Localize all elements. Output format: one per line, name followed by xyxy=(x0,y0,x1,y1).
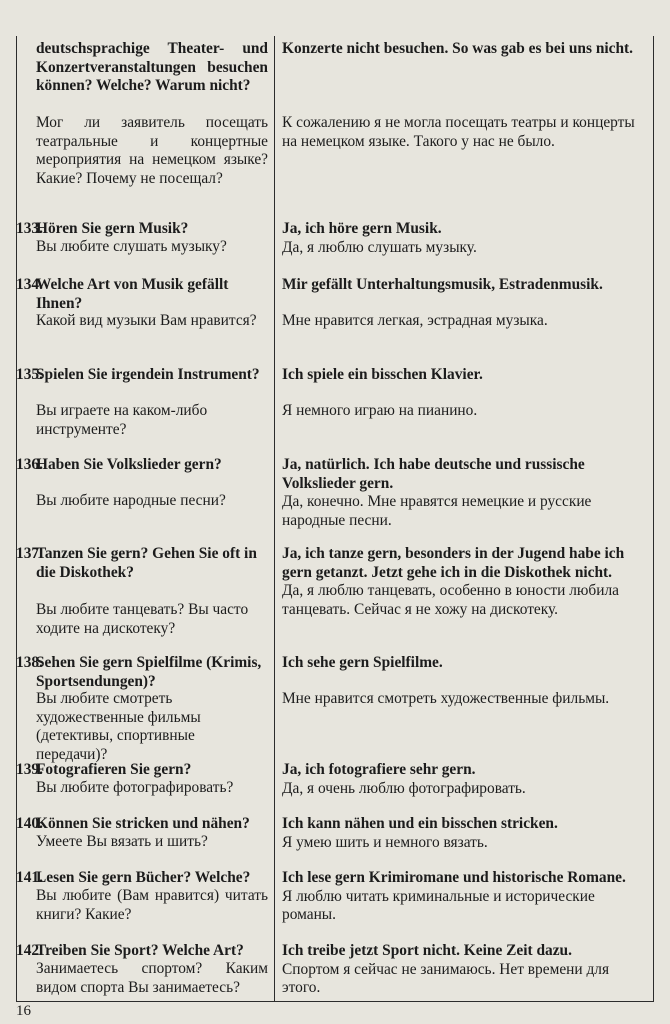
question-ru: Вы любите (Вам нравится) читать книги? Какие? xyxy=(36,887,268,923)
question-ru: Вы любите фотографировать? xyxy=(36,779,234,796)
answer-de: Ja, ich tanze gern, besonders in der Jugend habe ich gern getanzt. Jetzt gehe ich in die Diskothek nicht. xyxy=(282,545,625,581)
answer-ru: Да, я очень люблю фотографировать. xyxy=(282,779,526,797)
item-number: 138. xyxy=(16,654,43,671)
item-number: 137. xyxy=(16,545,43,562)
answer-cell xyxy=(282,40,650,150)
question-ru: Вы любите народные песни? xyxy=(36,492,226,509)
question-de: Tanzen Sie gern? Gehen Sie oft in die Diskothek? xyxy=(36,545,257,581)
question-ru: Какой вид музыки Вам нравится? xyxy=(36,312,257,329)
item-number: 139. xyxy=(16,761,43,778)
question-de: Spielen Sie irgendein Instrument? xyxy=(36,366,260,383)
question-de: Sehen Sie gern Spielfilme (Krimis, Sportsendungen)? xyxy=(36,654,262,690)
answer-de: Ich spiele ein bisschen Klavier. xyxy=(282,366,483,383)
question-ru: Вы играете на каком-либо инструменте? xyxy=(36,402,208,438)
item-number: 140. xyxy=(16,815,43,832)
question-de: Treiben Sie Sport? Welche Art? xyxy=(36,942,244,959)
answer-ru: К сожалению я не могла посещать театры и концерты на немецком языке. Такого у нас не было. xyxy=(282,114,635,150)
question-de: Lesen Sie gern Bücher? Welche? xyxy=(36,869,251,886)
answer-ru: Да, конечно. Мне нравятся немецкие и русские народные песни. xyxy=(282,493,592,529)
answer-de: Ich sehe gern Spielfilme. xyxy=(282,654,443,671)
page-number: 16 xyxy=(16,1003,31,1019)
answer-de: Ich kann nähen und ein bisschen stricken. xyxy=(282,815,558,832)
answer-ru: Да, я люблю танцевать, особенно в юности любила танцевать. Сейчас я не хожу на дискотеку. xyxy=(282,582,619,618)
question-de: deutschsprachige Theater- und Konzertveranstaltungen besuchen können? Welche? Warum nicht? xyxy=(36,40,268,94)
question-ru: Вы любите слушать музыку? xyxy=(36,238,227,255)
answer-de: Ja, ich höre gern Musik. xyxy=(282,220,442,237)
answer-de: Ich lese gern Krimiromane und historische Romane. xyxy=(282,869,626,886)
answer-ru: Я люблю читать криминальные и исторические романы. xyxy=(282,887,595,923)
answer-de: Mir gefällt Unterhaltungsmusik, Estradenmusik. xyxy=(282,276,603,293)
answer-ru: Да, я люблю слушать музыку. xyxy=(282,238,477,256)
answer-ru: Я немного играю на пианино. xyxy=(282,402,478,419)
answer-de: Ja, ich fotografiere sehr gern. xyxy=(282,761,476,778)
answer-ru: Я умею шить и немного вязать. xyxy=(282,833,488,851)
question-de: Welche Art von Musik gefällt Ihnen? xyxy=(36,276,229,312)
question-ru: Вы любите смотреть художественные фильмы (детективы, спортивные передачи)? xyxy=(36,690,201,763)
item-number: 134. xyxy=(16,276,43,293)
question-ru: Мог ли заявитель посещать театральные и концертные мероприятия на немецком языке? Какие? Почему не посещал? xyxy=(36,114,268,187)
item-number: 136. xyxy=(16,456,43,473)
question-de: Können Sie stricken und nähen? xyxy=(36,815,250,832)
question-ru: Вы любите танцевать? Вы часто ходите на дискотеку? xyxy=(36,601,249,637)
item-number: 142. xyxy=(16,942,43,959)
item-number: 141. xyxy=(16,869,43,886)
question-ru: Занимаетесь спортом? Каким видом спорта Вы занимаетесь? xyxy=(36,960,268,996)
column-divider xyxy=(274,36,275,1001)
answer-de: Konzerte nicht besuchen. So was gab es bei uns nicht. xyxy=(282,40,634,57)
question-de: Hören Sie gern Musik? xyxy=(36,220,189,237)
answer-ru: Спортом я сейчас не занимаюсь. Нет времени для этого. xyxy=(282,960,610,996)
question-de: Fotografieren Sie gern? xyxy=(36,761,192,778)
question-de: Haben Sie Volkslieder gern? xyxy=(36,456,222,473)
answer-ru: Мне нравится легкая, эстрадная музыка. xyxy=(282,312,548,329)
question-ru: Умеете Вы вязать и шить? xyxy=(36,833,208,850)
item-number: 133. xyxy=(16,220,43,237)
answer-de: Ja, natürlich. Ich habe deutsche und russische Volkslieder gern. xyxy=(282,456,585,492)
item-number: 135. xyxy=(16,366,43,383)
answer-ru: Мне нравится смотреть художественные фильмы. xyxy=(282,690,610,707)
answer-de: Ich treibe jetzt Sport nicht. Keine Zeit dazu. xyxy=(282,942,572,959)
